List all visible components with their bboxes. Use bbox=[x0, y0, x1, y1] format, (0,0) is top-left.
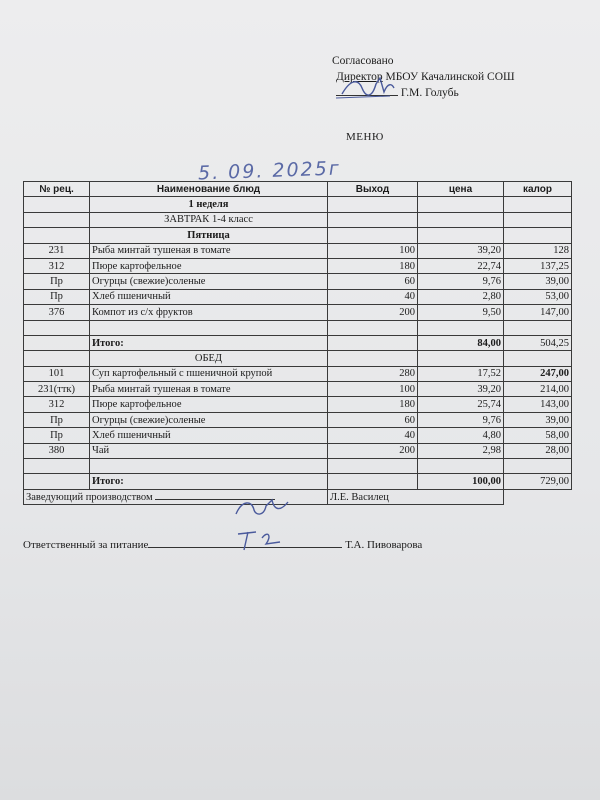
breakfast-total-cal: 504,25 bbox=[504, 335, 572, 350]
week-label: 1 неделя bbox=[90, 197, 328, 212]
breakfast-total-price: 84,00 bbox=[418, 335, 504, 350]
blank-row bbox=[24, 459, 572, 474]
day-label: Пятница bbox=[90, 228, 328, 243]
table-row bbox=[24, 243, 572, 258]
breakfast-row bbox=[24, 212, 572, 227]
recipe-code: 376 bbox=[24, 305, 90, 320]
dish-output: 280 bbox=[328, 366, 418, 381]
nutrition-name: Т.А. Пивоварова bbox=[345, 539, 423, 551]
dish-name: Суп картофельный с пшеничной крупой bbox=[90, 366, 328, 381]
recipe-code: 231 bbox=[24, 243, 90, 258]
header-cal: калор bbox=[504, 182, 572, 197]
dish-price: 17,52 bbox=[418, 366, 504, 381]
dish-output: 180 bbox=[328, 258, 418, 273]
dish-price: 22,74 bbox=[418, 258, 504, 273]
table-row bbox=[24, 428, 572, 443]
dish-cal: 143,00 bbox=[504, 397, 572, 412]
dish-name: Пюре картофельное bbox=[90, 397, 328, 412]
dish-name: Огурцы (свежие)соленые bbox=[90, 412, 328, 427]
recipe-code: 312 bbox=[24, 397, 90, 412]
dish-name: Пюре картофельное bbox=[90, 258, 328, 273]
approval-role: Директор bbox=[336, 71, 383, 83]
recipe-code: Пр bbox=[24, 274, 90, 289]
recipe-code: 312 bbox=[24, 258, 90, 273]
table-row bbox=[24, 274, 572, 289]
table-row bbox=[24, 397, 572, 412]
production-head-name: Л.Е. Василец bbox=[330, 491, 389, 503]
lunch-total-cal: 729,00 bbox=[504, 474, 572, 489]
dish-name: Рыба минтай тушеная в томате bbox=[90, 243, 328, 258]
dish-cal: 214,00 bbox=[504, 382, 572, 397]
table-row bbox=[24, 289, 572, 304]
dish-price: 4,80 bbox=[418, 428, 504, 443]
nutrition-signature bbox=[228, 526, 290, 556]
dish-cal: 53,00 bbox=[504, 289, 572, 304]
dish-name: Чай bbox=[90, 443, 328, 458]
dish-output: 60 bbox=[328, 274, 418, 289]
dish-cal: 58,00 bbox=[504, 428, 572, 443]
production-head-label: Заведующий производством bbox=[26, 491, 153, 503]
dish-name: Хлеб пшеничный bbox=[90, 289, 328, 304]
dish-output: 40 bbox=[328, 428, 418, 443]
lunch-total-row bbox=[24, 474, 572, 489]
table-row bbox=[24, 305, 572, 320]
approval-school: МБОУ Качалинской СОШ bbox=[385, 71, 515, 83]
dish-output: 200 bbox=[328, 305, 418, 320]
dish-cal: 128 bbox=[504, 243, 572, 258]
production-head-signature bbox=[230, 496, 292, 520]
breakfast-total-row bbox=[24, 335, 572, 350]
dish-cal: 39,00 bbox=[504, 274, 572, 289]
dish-price: 9,50 bbox=[418, 305, 504, 320]
dish-price: 25,74 bbox=[418, 397, 504, 412]
header-dish: Наименование блюд bbox=[90, 182, 328, 197]
header-output: Выход bbox=[328, 182, 418, 197]
recipe-code: Пр bbox=[24, 289, 90, 304]
dish-name: Огурцы (свежие)соленые bbox=[90, 274, 328, 289]
week-row bbox=[24, 197, 572, 212]
dish-name: Компот из с/х фруктов bbox=[90, 305, 328, 320]
dish-price: 9,76 bbox=[418, 274, 504, 289]
header-recipe: № рец. bbox=[24, 182, 90, 197]
dish-price: 2,80 bbox=[418, 289, 504, 304]
lunch-label: ОБЕД bbox=[90, 351, 328, 366]
dish-cal: 39,00 bbox=[504, 412, 572, 427]
menu-table bbox=[23, 181, 572, 505]
table-row bbox=[24, 382, 572, 397]
breakfast-label: ЗАВТРАК 1-4 класс bbox=[90, 212, 328, 227]
breakfast-total-label: Итого: bbox=[90, 335, 328, 350]
dish-cal: 28,00 bbox=[504, 443, 572, 458]
dish-output: 100 bbox=[328, 382, 418, 397]
director-signature bbox=[332, 76, 400, 102]
recipe-code: Пр bbox=[24, 412, 90, 427]
dish-price: 2,98 bbox=[418, 443, 504, 458]
lunch-total-label: Итого: bbox=[90, 474, 328, 489]
dish-output: 100 bbox=[328, 243, 418, 258]
dish-cal: 147,00 bbox=[504, 305, 572, 320]
handwritten-date: 5. 09. 2025г bbox=[197, 157, 342, 185]
dish-output: 60 bbox=[328, 412, 418, 427]
blank-row bbox=[24, 320, 572, 335]
production-head-row bbox=[24, 489, 572, 504]
table-row bbox=[24, 366, 572, 381]
lunch-row bbox=[24, 351, 572, 366]
dish-name: Рыба минтай тушеная в томате bbox=[90, 382, 328, 397]
dish-output: 180 bbox=[328, 397, 418, 412]
dish-price: 9,76 bbox=[418, 412, 504, 427]
dish-price: 39,20 bbox=[418, 243, 504, 258]
nutrition-label: Ответственный за питание bbox=[23, 539, 149, 551]
nutrition-signature-row bbox=[23, 539, 422, 551]
recipe-code: Пр bbox=[24, 428, 90, 443]
table-row bbox=[24, 258, 572, 273]
recipe-code: 380 bbox=[24, 443, 90, 458]
dish-name: Хлеб пшеничный bbox=[90, 428, 328, 443]
dish-cal: 247,00 bbox=[504, 366, 572, 381]
menu-title: МЕНЮ bbox=[346, 131, 384, 143]
approval-signer: Г.М. Голубь bbox=[400, 87, 459, 99]
recipe-code: 231(ттк) bbox=[24, 382, 90, 397]
approval-heading: Согласовано bbox=[332, 55, 394, 67]
dish-output: 200 bbox=[328, 443, 418, 458]
table-row bbox=[24, 412, 572, 427]
recipe-code: 101 bbox=[24, 366, 90, 381]
dish-output: 40 bbox=[328, 289, 418, 304]
dish-cal: 137,25 bbox=[504, 258, 572, 273]
table-header-row bbox=[24, 182, 572, 197]
dish-price: 39,20 bbox=[418, 382, 504, 397]
header-price: цена bbox=[418, 182, 504, 197]
day-row bbox=[24, 228, 572, 243]
table-row bbox=[24, 443, 572, 458]
lunch-total-price: 100,00 bbox=[418, 474, 504, 489]
